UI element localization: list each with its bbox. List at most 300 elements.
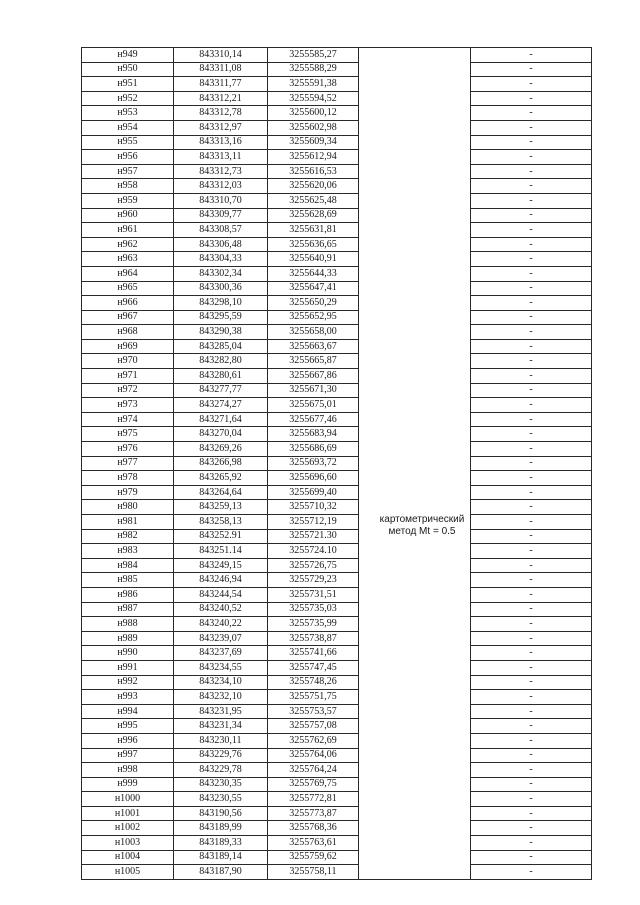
y-coordinate-cell: 3255636,65 — [268, 237, 359, 252]
method-cell — [359, 573, 471, 588]
method-cell — [359, 48, 471, 63]
point-name-cell: н1005 — [82, 865, 174, 880]
table-row — [82, 179, 592, 194]
table-row — [82, 471, 592, 486]
value-cell: - — [471, 806, 592, 821]
table-row — [82, 865, 592, 880]
y-coordinate-cell: 3255764,06 — [268, 748, 359, 763]
x-coordinate-cell: 843189,33 — [174, 836, 268, 851]
x-coordinate-cell: 843277,77 — [174, 383, 268, 398]
table-row — [82, 690, 592, 705]
value-cell: - — [471, 733, 592, 748]
x-coordinate-cell: 843312,73 — [174, 164, 268, 179]
table-row — [82, 427, 592, 442]
point-name-cell: н987 — [82, 602, 174, 617]
value-cell: - — [471, 412, 592, 427]
x-coordinate-cell: 843300,36 — [174, 281, 268, 296]
method-cell — [359, 865, 471, 880]
y-coordinate-cell: 3255677,46 — [268, 412, 359, 427]
x-coordinate-cell: 843311,77 — [174, 77, 268, 92]
method-cell — [359, 558, 471, 573]
point-name-cell: н981 — [82, 515, 174, 530]
value-cell: - — [471, 719, 592, 734]
point-name-cell: н985 — [82, 573, 174, 588]
table-row — [82, 354, 592, 369]
point-name-cell: н968 — [82, 325, 174, 340]
method-cell — [359, 266, 471, 281]
method-cell — [359, 325, 471, 340]
x-coordinate-cell: 843310,14 — [174, 48, 268, 63]
x-coordinate-cell: 843269,26 — [174, 442, 268, 457]
method-cell — [359, 719, 471, 734]
value-cell: - — [471, 223, 592, 238]
x-coordinate-cell: 843266,98 — [174, 456, 268, 471]
value-cell: - — [471, 179, 592, 194]
value-cell: - — [471, 325, 592, 340]
value-cell: - — [471, 456, 592, 471]
table-row — [82, 704, 592, 719]
y-coordinate-cell: 3255699,40 — [268, 485, 359, 500]
point-name-cell: н965 — [82, 281, 174, 296]
x-coordinate-cell: 843312,78 — [174, 106, 268, 121]
y-coordinate-cell: 3255757,08 — [268, 719, 359, 734]
table-row — [82, 310, 592, 325]
value-cell: - — [471, 602, 592, 617]
value-cell: - — [471, 631, 592, 646]
y-coordinate-cell: 3255602,98 — [268, 120, 359, 135]
value-cell: - — [471, 208, 592, 223]
y-coordinate-cell: 3255665,87 — [268, 354, 359, 369]
value-cell: - — [471, 164, 592, 179]
value-cell: - — [471, 281, 592, 296]
x-coordinate-cell: 843252.91 — [174, 529, 268, 544]
table-row — [82, 646, 592, 661]
value-cell: - — [471, 135, 592, 150]
x-coordinate-cell: 843312,21 — [174, 91, 268, 106]
y-coordinate-cell: 3255759,62 — [268, 850, 359, 865]
method-cell — [359, 135, 471, 150]
x-coordinate-cell: 843240,52 — [174, 602, 268, 617]
point-name-cell: н1001 — [82, 806, 174, 821]
point-name-cell: н983 — [82, 544, 174, 559]
table-row — [82, 836, 592, 851]
method-cell — [359, 763, 471, 778]
method-cell — [359, 179, 471, 194]
x-coordinate-cell: 843231,34 — [174, 719, 268, 734]
method-cell — [359, 646, 471, 661]
x-coordinate-cell: 843240,22 — [174, 617, 268, 632]
table-row — [82, 223, 592, 238]
method-cell — [359, 456, 471, 471]
y-coordinate-cell: 3255738,87 — [268, 631, 359, 646]
table-row — [82, 558, 592, 573]
method-cell — [359, 631, 471, 646]
table-row — [82, 792, 592, 807]
x-coordinate-cell: 843309,77 — [174, 208, 268, 223]
y-coordinate-cell: 3255724.10 — [268, 544, 359, 559]
value-cell: - — [471, 704, 592, 719]
method-cell — [359, 91, 471, 106]
y-coordinate-cell: 3255729,23 — [268, 573, 359, 588]
method-cell — [359, 281, 471, 296]
method-cell — [359, 777, 471, 792]
value-cell: - — [471, 558, 592, 573]
method-cell — [359, 77, 471, 92]
value-cell: - — [471, 383, 592, 398]
y-coordinate-cell: 3255644,33 — [268, 266, 359, 281]
method-cell — [359, 150, 471, 165]
point-name-cell: н967 — [82, 310, 174, 325]
x-coordinate-cell: 843264,64 — [174, 485, 268, 500]
y-coordinate-cell: 3255741,66 — [268, 646, 359, 661]
y-coordinate-cell: 3255652,95 — [268, 310, 359, 325]
method-note — [366, 514, 478, 538]
point-name-cell: н986 — [82, 587, 174, 602]
point-name-cell: н1000 — [82, 792, 174, 807]
method-cell — [359, 339, 471, 354]
y-coordinate-cell: 3255650,29 — [268, 296, 359, 311]
method-cell — [359, 485, 471, 500]
y-coordinate-cell: 3255748,26 — [268, 675, 359, 690]
y-coordinate-cell: 3255600,12 — [268, 106, 359, 121]
point-name-cell: н958 — [82, 179, 174, 194]
y-coordinate-cell: 3255628,69 — [268, 208, 359, 223]
x-coordinate-cell: 843282,80 — [174, 354, 268, 369]
y-coordinate-cell: 3255675,01 — [268, 398, 359, 413]
value-cell: - — [471, 836, 592, 851]
table-row — [82, 325, 592, 340]
table-row — [82, 296, 592, 311]
point-name-cell: н990 — [82, 646, 174, 661]
point-name-cell: н960 — [82, 208, 174, 223]
x-coordinate-cell: 843295,59 — [174, 310, 268, 325]
point-name-cell: н1003 — [82, 836, 174, 851]
x-coordinate-cell: 843229,76 — [174, 748, 268, 763]
table-row — [82, 763, 592, 778]
method-cell — [359, 193, 471, 208]
method-cell — [359, 675, 471, 690]
method-cell — [359, 704, 471, 719]
x-coordinate-cell: 843230,35 — [174, 777, 268, 792]
method-cell — [359, 821, 471, 836]
point-name-cell: н975 — [82, 427, 174, 442]
point-name-cell: н976 — [82, 442, 174, 457]
value-cell: - — [471, 515, 592, 530]
x-coordinate-cell: 843285,04 — [174, 339, 268, 354]
x-coordinate-cell: 843312,97 — [174, 120, 268, 135]
y-coordinate-cell: 3255735,99 — [268, 617, 359, 632]
value-cell: - — [471, 544, 592, 559]
method-cell — [359, 383, 471, 398]
method-cell — [359, 660, 471, 675]
table-row — [82, 442, 592, 457]
value-cell: - — [471, 91, 592, 106]
x-coordinate-cell: 843274,27 — [174, 398, 268, 413]
method-cell — [359, 398, 471, 413]
method-cell — [359, 836, 471, 851]
method-cell — [359, 164, 471, 179]
x-coordinate-cell: 843246,94 — [174, 573, 268, 588]
value-cell: - — [471, 792, 592, 807]
method-cell — [359, 690, 471, 705]
x-coordinate-cell: 843258,13 — [174, 515, 268, 530]
value-cell: - — [471, 821, 592, 836]
x-coordinate-cell: 843312,03 — [174, 179, 268, 194]
method-cell — [359, 296, 471, 311]
value-cell: - — [471, 471, 592, 486]
point-name-cell: н970 — [82, 354, 174, 369]
table-row — [82, 544, 592, 559]
table-row — [82, 150, 592, 165]
value-cell: - — [471, 266, 592, 281]
method-cell — [359, 252, 471, 267]
x-coordinate-cell: 843313,11 — [174, 150, 268, 165]
point-name-cell: н954 — [82, 120, 174, 135]
y-coordinate-cell: 3255758,11 — [268, 865, 359, 880]
coordinates-table-body — [82, 48, 592, 880]
y-coordinate-cell: 3255769,75 — [268, 777, 359, 792]
point-name-cell: н950 — [82, 62, 174, 77]
value-cell: - — [471, 573, 592, 588]
x-coordinate-cell: 843304,33 — [174, 252, 268, 267]
value-cell: - — [471, 252, 592, 267]
method-cell — [359, 106, 471, 121]
x-coordinate-cell: 843306,48 — [174, 237, 268, 252]
point-name-cell: н980 — [82, 500, 174, 515]
x-coordinate-cell: 843189,99 — [174, 821, 268, 836]
y-coordinate-cell: 3255640,91 — [268, 252, 359, 267]
x-coordinate-cell: 843280,61 — [174, 369, 268, 384]
point-name-cell: н993 — [82, 690, 174, 705]
method-cell — [359, 120, 471, 135]
x-coordinate-cell: 843249,15 — [174, 558, 268, 573]
value-cell: - — [471, 675, 592, 690]
y-coordinate-cell: 3255671,30 — [268, 383, 359, 398]
method-cell — [359, 500, 471, 515]
table-row — [82, 748, 592, 763]
point-name-cell: н949 — [82, 48, 174, 63]
method-cell — [359, 806, 471, 821]
x-coordinate-cell: 843232,10 — [174, 690, 268, 705]
y-coordinate-cell: 3255588,29 — [268, 62, 359, 77]
value-cell: - — [471, 237, 592, 252]
y-coordinate-cell: 3255710,32 — [268, 500, 359, 515]
table-row — [82, 500, 592, 515]
table-row — [82, 383, 592, 398]
table-row — [82, 850, 592, 865]
value-cell: - — [471, 62, 592, 77]
table-row — [82, 660, 592, 675]
value-cell: - — [471, 442, 592, 457]
y-coordinate-cell: 3255667,86 — [268, 369, 359, 384]
value-cell: - — [471, 106, 592, 121]
x-coordinate-cell: 843302,34 — [174, 266, 268, 281]
value-cell: - — [471, 500, 592, 515]
y-coordinate-cell: 3255735,03 — [268, 602, 359, 617]
table-row — [82, 587, 592, 602]
table-row — [82, 573, 592, 588]
point-name-cell: н988 — [82, 617, 174, 632]
value-cell: - — [471, 354, 592, 369]
y-coordinate-cell: 3255731,51 — [268, 587, 359, 602]
point-name-cell: н996 — [82, 733, 174, 748]
y-coordinate-cell: 3255751,75 — [268, 690, 359, 705]
value-cell: - — [471, 777, 592, 792]
x-coordinate-cell: 843190,56 — [174, 806, 268, 821]
point-name-cell: н955 — [82, 135, 174, 150]
x-coordinate-cell: 843251.14 — [174, 544, 268, 559]
point-name-cell: н973 — [82, 398, 174, 413]
method-cell — [359, 602, 471, 617]
value-cell: - — [471, 310, 592, 325]
point-name-cell: н998 — [82, 763, 174, 778]
y-coordinate-cell: 3255753,57 — [268, 704, 359, 719]
value-cell: - — [471, 150, 592, 165]
point-name-cell: н989 — [82, 631, 174, 646]
value-cell: - — [471, 296, 592, 311]
value-cell: - — [471, 485, 592, 500]
table-row — [82, 48, 592, 63]
x-coordinate-cell: 843237,69 — [174, 646, 268, 661]
y-coordinate-cell: 3255663,67 — [268, 339, 359, 354]
y-coordinate-cell: 3255747,45 — [268, 660, 359, 675]
table-row — [82, 369, 592, 384]
table-row — [82, 412, 592, 427]
x-coordinate-cell: 843230,55 — [174, 792, 268, 807]
y-coordinate-cell: 3255658,00 — [268, 325, 359, 340]
y-coordinate-cell: 3255620,06 — [268, 179, 359, 194]
table-row — [82, 281, 592, 296]
x-coordinate-cell: 843231,95 — [174, 704, 268, 719]
value-cell: - — [471, 193, 592, 208]
x-coordinate-cell: 843310,70 — [174, 193, 268, 208]
point-name-cell: н974 — [82, 412, 174, 427]
table-row — [82, 120, 592, 135]
point-name-cell: н994 — [82, 704, 174, 719]
method-cell — [359, 471, 471, 486]
point-name-cell: н979 — [82, 485, 174, 500]
value-cell: - — [471, 587, 592, 602]
table-row — [82, 485, 592, 500]
y-coordinate-cell: 3255594,52 — [268, 91, 359, 106]
point-name-cell: н984 — [82, 558, 174, 573]
point-name-cell: н995 — [82, 719, 174, 734]
y-coordinate-cell: 3255631,81 — [268, 223, 359, 238]
y-coordinate-cell: 3255763,61 — [268, 836, 359, 851]
point-name-cell: н953 — [82, 106, 174, 121]
value-cell: - — [471, 865, 592, 880]
value-cell: - — [471, 850, 592, 865]
x-coordinate-cell: 843187,90 — [174, 865, 268, 880]
y-coordinate-cell: 3255585,27 — [268, 48, 359, 63]
method-cell — [359, 223, 471, 238]
method-cell — [359, 442, 471, 457]
table-row — [82, 821, 592, 836]
y-coordinate-cell: 3255712,19 — [268, 515, 359, 530]
table-row — [82, 631, 592, 646]
method-cell — [359, 733, 471, 748]
point-name-cell: н969 — [82, 339, 174, 354]
table-row — [82, 266, 592, 281]
y-coordinate-cell: 3255647,41 — [268, 281, 359, 296]
value-cell: - — [471, 529, 592, 544]
point-name-cell: н963 — [82, 252, 174, 267]
table-row — [82, 237, 592, 252]
point-name-cell: н959 — [82, 193, 174, 208]
y-coordinate-cell: 3255591,38 — [268, 77, 359, 92]
table-row — [82, 62, 592, 77]
point-name-cell: н972 — [82, 383, 174, 398]
x-coordinate-cell: 843230,11 — [174, 733, 268, 748]
table-row — [82, 164, 592, 179]
x-coordinate-cell: 843311,08 — [174, 62, 268, 77]
value-cell: - — [471, 748, 592, 763]
table-row — [82, 733, 592, 748]
value-cell: - — [471, 48, 592, 63]
point-name-cell: н951 — [82, 77, 174, 92]
y-coordinate-cell: 3255696,60 — [268, 471, 359, 486]
table-row — [82, 529, 592, 544]
y-coordinate-cell: 3255612,94 — [268, 150, 359, 165]
method-cell — [359, 208, 471, 223]
table-row — [82, 617, 592, 632]
value-cell: - — [471, 339, 592, 354]
x-coordinate-cell: 843234,55 — [174, 660, 268, 675]
table-row — [82, 456, 592, 471]
method-cell — [359, 427, 471, 442]
y-coordinate-cell: 3255616,53 — [268, 164, 359, 179]
x-coordinate-cell: 843313,16 — [174, 135, 268, 150]
table-row — [82, 252, 592, 267]
x-coordinate-cell: 843239,07 — [174, 631, 268, 646]
value-cell: - — [471, 427, 592, 442]
point-name-cell: н966 — [82, 296, 174, 311]
x-coordinate-cell: 843259,13 — [174, 500, 268, 515]
point-name-cell: н991 — [82, 660, 174, 675]
point-name-cell: н956 — [82, 150, 174, 165]
y-coordinate-cell: 3255762,69 — [268, 733, 359, 748]
value-cell: - — [471, 660, 592, 675]
value-cell: - — [471, 646, 592, 661]
y-coordinate-cell: 3255686,69 — [268, 442, 359, 457]
point-name-cell: н997 — [82, 748, 174, 763]
x-coordinate-cell: 843234,10 — [174, 675, 268, 690]
y-coordinate-cell: 3255693,72 — [268, 456, 359, 471]
method-cell — [359, 237, 471, 252]
value-cell: - — [471, 369, 592, 384]
x-coordinate-cell: 843298,10 — [174, 296, 268, 311]
point-name-cell: н977 — [82, 456, 174, 471]
value-cell: - — [471, 77, 592, 92]
table-row — [82, 77, 592, 92]
x-coordinate-cell: 843290,38 — [174, 325, 268, 340]
method-note-line-2: метод Mt = 0.5 — [388, 526, 456, 537]
point-name-cell: н1004 — [82, 850, 174, 865]
point-name-cell: н962 — [82, 237, 174, 252]
method-cell — [359, 792, 471, 807]
point-name-cell: н999 — [82, 777, 174, 792]
method-cell — [359, 412, 471, 427]
x-coordinate-cell: 843189,14 — [174, 850, 268, 865]
method-cell — [359, 62, 471, 77]
x-coordinate-cell: 843265,92 — [174, 471, 268, 486]
x-coordinate-cell: 843308,57 — [174, 223, 268, 238]
value-cell: - — [471, 690, 592, 705]
point-name-cell: н961 — [82, 223, 174, 238]
y-coordinate-cell: 3255726,75 — [268, 558, 359, 573]
table-row — [82, 398, 592, 413]
value-cell: - — [471, 763, 592, 778]
